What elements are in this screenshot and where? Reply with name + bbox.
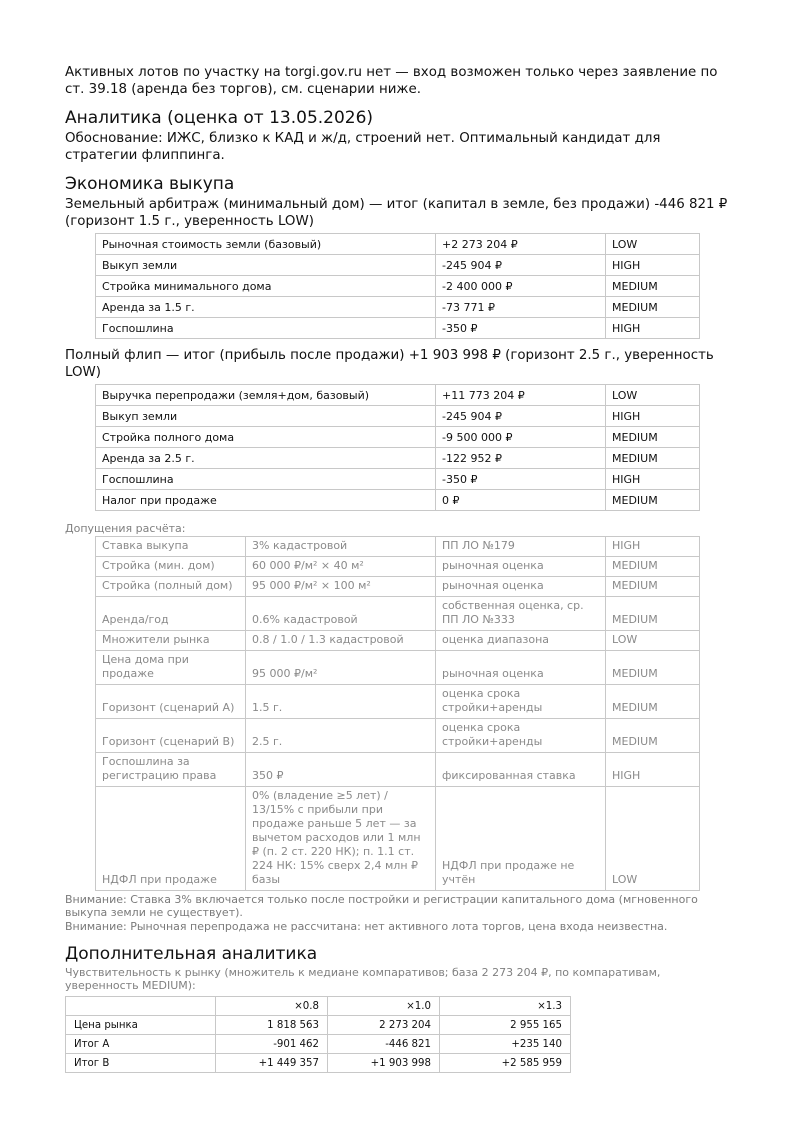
table-cell: +1 903 998 bbox=[328, 1054, 440, 1073]
econ-item: Выкуп земли bbox=[96, 406, 436, 427]
table-cell: +235 140 bbox=[440, 1035, 571, 1054]
row-label: Цена рынка bbox=[66, 1016, 216, 1035]
assumption-source: собственная оценка, ср. ПП ЛО №333 bbox=[436, 597, 606, 631]
table-row bbox=[96, 537, 700, 557]
table-row bbox=[96, 318, 700, 339]
assumption-source: фиксированная ставка bbox=[436, 753, 606, 787]
intro-text: Активных лотов по участку на torgi.gov.ru нет — вход возможен только через заявление по ст. 39.18 (аренда без торгов), см. сценарии ниже. bbox=[65, 65, 718, 97]
econ-item: Госпошлина bbox=[96, 469, 436, 490]
assumption-confidence: HIGH bbox=[606, 753, 700, 787]
table-row bbox=[66, 1016, 571, 1035]
column-header bbox=[66, 997, 216, 1016]
table-row bbox=[96, 651, 700, 685]
table-row bbox=[96, 406, 700, 427]
table-row bbox=[96, 631, 700, 651]
econ-confidence: MEDIUM bbox=[606, 490, 700, 511]
assumption-confidence: HIGH bbox=[606, 537, 700, 557]
econ-amount: -122 952 ₽ bbox=[436, 448, 606, 469]
report-page bbox=[65, 64, 729, 1073]
assumption-value: 0.6% кадастровой bbox=[246, 597, 436, 631]
table-cell: +2 585 959 bbox=[440, 1054, 571, 1073]
econ-amount: +11 773 204 ₽ bbox=[436, 385, 606, 406]
scenario-a-table bbox=[95, 233, 700, 339]
assumption-confidence: LOW bbox=[606, 787, 700, 891]
econ-confidence: LOW bbox=[606, 234, 700, 255]
row-label: Итог A bbox=[66, 1035, 216, 1054]
assumption-source: ПП ЛО №179 bbox=[436, 537, 606, 557]
table-row bbox=[96, 685, 700, 719]
assumption-name: Аренда/год bbox=[96, 597, 246, 631]
econ-confidence: MEDIUM bbox=[606, 276, 700, 297]
econ-item: Выкуп земли bbox=[96, 255, 436, 276]
econ-item: Выручка перепродажи (земля+дом, базовый) bbox=[96, 385, 436, 406]
table-row bbox=[96, 234, 700, 255]
econ-amount: -9 500 000 ₽ bbox=[436, 427, 606, 448]
econ-amount: -350 ₽ bbox=[436, 318, 606, 339]
econ-confidence: HIGH bbox=[606, 255, 700, 276]
table-row bbox=[96, 469, 700, 490]
table-cell: 2 273 204 bbox=[328, 1016, 440, 1035]
warning-note: Внимание: Рыночная перепродажа не рассчитана: нет активного лота торгов, цена входа неизвестна. bbox=[65, 920, 668, 933]
assumption-name: Горизонт (сценарий B) bbox=[96, 719, 246, 753]
assumptions-caption: Допущения расчёта: bbox=[65, 522, 186, 535]
assumption-source: рыночная оценка bbox=[436, 651, 606, 685]
table-row bbox=[66, 1035, 571, 1054]
econ-item: Налог при продаже bbox=[96, 490, 436, 511]
econ-confidence: HIGH bbox=[606, 406, 700, 427]
table-row bbox=[96, 557, 700, 577]
assumption-confidence: LOW bbox=[606, 631, 700, 651]
sensitivity-table bbox=[65, 996, 571, 1073]
table-cell: -901 462 bbox=[216, 1035, 328, 1054]
assumption-value: 0% (владение ≥5 лет) / 13/15% с прибыли при продаже раньше 5 лет — за вычетом расходов или 1 млн ₽ (п. 2 ст. 220 НК); п. 1.1 ст. 224 НК: 15% сверх 2,4 млн ₽ базы bbox=[246, 787, 436, 891]
econ-confidence: LOW bbox=[606, 385, 700, 406]
column-header: ×1.0 bbox=[328, 997, 440, 1016]
assumption-name: НДФЛ при продаже bbox=[96, 787, 246, 891]
table-row bbox=[96, 448, 700, 469]
assumption-source: рыночная оценка bbox=[436, 557, 606, 577]
econ-confidence: MEDIUM bbox=[606, 427, 700, 448]
econ-confidence: HIGH bbox=[606, 469, 700, 490]
assumption-source: оценка диапазона bbox=[436, 631, 606, 651]
table-cell: 2 955 165 bbox=[440, 1016, 571, 1035]
assumption-confidence: MEDIUM bbox=[606, 651, 700, 685]
table-cell: +1 449 357 bbox=[216, 1054, 328, 1073]
assumption-value: 1.5 г. bbox=[246, 685, 436, 719]
econ-item: Аренда за 1.5 г. bbox=[96, 297, 436, 318]
analytics-rationale: Обоснование: ИЖС, близко к КАД и ж/д, строений нет. Оптимальный кандидат для стратегии флиппинга. bbox=[65, 131, 661, 163]
table-cell: -446 821 bbox=[328, 1035, 440, 1054]
table-header-row bbox=[66, 997, 571, 1016]
table-row bbox=[96, 490, 700, 511]
assumption-confidence: MEDIUM bbox=[606, 597, 700, 631]
assumption-confidence: MEDIUM bbox=[606, 685, 700, 719]
table-row bbox=[96, 753, 700, 787]
econ-amount: -2 400 000 ₽ bbox=[436, 276, 606, 297]
column-header: ×0.8 bbox=[216, 997, 328, 1016]
econ-amount: +2 273 204 ₽ bbox=[436, 234, 606, 255]
table-row bbox=[96, 276, 700, 297]
table-row bbox=[96, 719, 700, 753]
assumption-value: 350 ₽ bbox=[246, 753, 436, 787]
scenario-b-table bbox=[95, 384, 700, 511]
table-cell: 1 818 563 bbox=[216, 1016, 328, 1035]
assumption-source: рыночная оценка bbox=[436, 577, 606, 597]
scenario-b-title: Полный флип — итог (прибыль после продажи) +1 903 998 ₽ (горизонт 2.5 г., уверенность LOW) bbox=[65, 348, 714, 380]
assumption-name: Ставка выкупа bbox=[96, 537, 246, 557]
table-row bbox=[96, 577, 700, 597]
econ-item: Стройка минимального дома bbox=[96, 276, 436, 297]
assumption-confidence: MEDIUM bbox=[606, 557, 700, 577]
scenario-a-title: Земельный арбитраж (минимальный дом) — итог (капитал в земле, без продажи) -446 821 ₽ (горизонт 1.5 г., уверенность LOW) bbox=[65, 197, 728, 229]
warning-note: Внимание: Ставка 3% включается только после постройки и регистрации капитального дома (мгновенного выкупа земли не существует). bbox=[65, 893, 698, 919]
econ-item: Аренда за 2.5 г. bbox=[96, 448, 436, 469]
econ-amount: -73 771 ₽ bbox=[436, 297, 606, 318]
sensitivity-caption: Чувствительность к рынку (множитель к медиане компаративов; база 2 273 204 ₽, по компаративам, уверенность MEDIUM): bbox=[65, 966, 661, 992]
row-label: Итог B bbox=[66, 1054, 216, 1073]
econ-item: Стройка полного дома bbox=[96, 427, 436, 448]
table-row bbox=[96, 597, 700, 631]
assumption-value: 95 000 ₽/м² × 100 м² bbox=[246, 577, 436, 597]
assumption-name: Множители рынка bbox=[96, 631, 246, 651]
econ-item: Рыночная стоимость земли (базовый) bbox=[96, 234, 436, 255]
assumption-name: Стройка (мин. дом) bbox=[96, 557, 246, 577]
econ-amount: -245 904 ₽ bbox=[436, 406, 606, 427]
assumption-value: 0.8 / 1.0 / 1.3 кадастровой bbox=[246, 631, 436, 651]
econ-item: Госпошлина bbox=[96, 318, 436, 339]
table-row bbox=[96, 297, 700, 318]
econ-amount: -350 ₽ bbox=[436, 469, 606, 490]
assumption-name: Госпошлина за регистрацию права bbox=[96, 753, 246, 787]
economics-heading: Экономика выкупа bbox=[65, 174, 235, 194]
assumption-value: 60 000 ₽/м² × 40 м² bbox=[246, 557, 436, 577]
assumption-source: НДФЛ при продаже не учтён bbox=[436, 787, 606, 891]
econ-confidence: MEDIUM bbox=[606, 297, 700, 318]
assumption-value: 3% кадастровой bbox=[246, 537, 436, 557]
table-row bbox=[96, 385, 700, 406]
table-row bbox=[66, 1054, 571, 1073]
econ-confidence: MEDIUM bbox=[606, 448, 700, 469]
assumption-value: 95 000 ₽/м² bbox=[246, 651, 436, 685]
assumption-name: Горизонт (сценарий A) bbox=[96, 685, 246, 719]
econ-confidence: HIGH bbox=[606, 318, 700, 339]
additional-heading: Дополнительная аналитика bbox=[65, 944, 318, 964]
table-row bbox=[96, 427, 700, 448]
econ-amount: -245 904 ₽ bbox=[436, 255, 606, 276]
assumption-name: Стройка (полный дом) bbox=[96, 577, 246, 597]
table-row bbox=[96, 255, 700, 276]
table-row bbox=[96, 787, 700, 891]
assumption-source: оценка срока стройки+аренды bbox=[436, 685, 606, 719]
assumption-name: Цена дома при продаже bbox=[96, 651, 246, 685]
assumption-value: 2.5 г. bbox=[246, 719, 436, 753]
econ-amount: 0 ₽ bbox=[436, 490, 606, 511]
assumption-source: оценка срока стройки+аренды bbox=[436, 719, 606, 753]
assumption-confidence: MEDIUM bbox=[606, 577, 700, 597]
analytics-heading: Аналитика (оценка от 13.05.2026) bbox=[65, 108, 374, 128]
assumption-confidence: MEDIUM bbox=[606, 719, 700, 753]
assumptions-table bbox=[95, 536, 700, 891]
column-header: ×1.3 bbox=[440, 997, 571, 1016]
